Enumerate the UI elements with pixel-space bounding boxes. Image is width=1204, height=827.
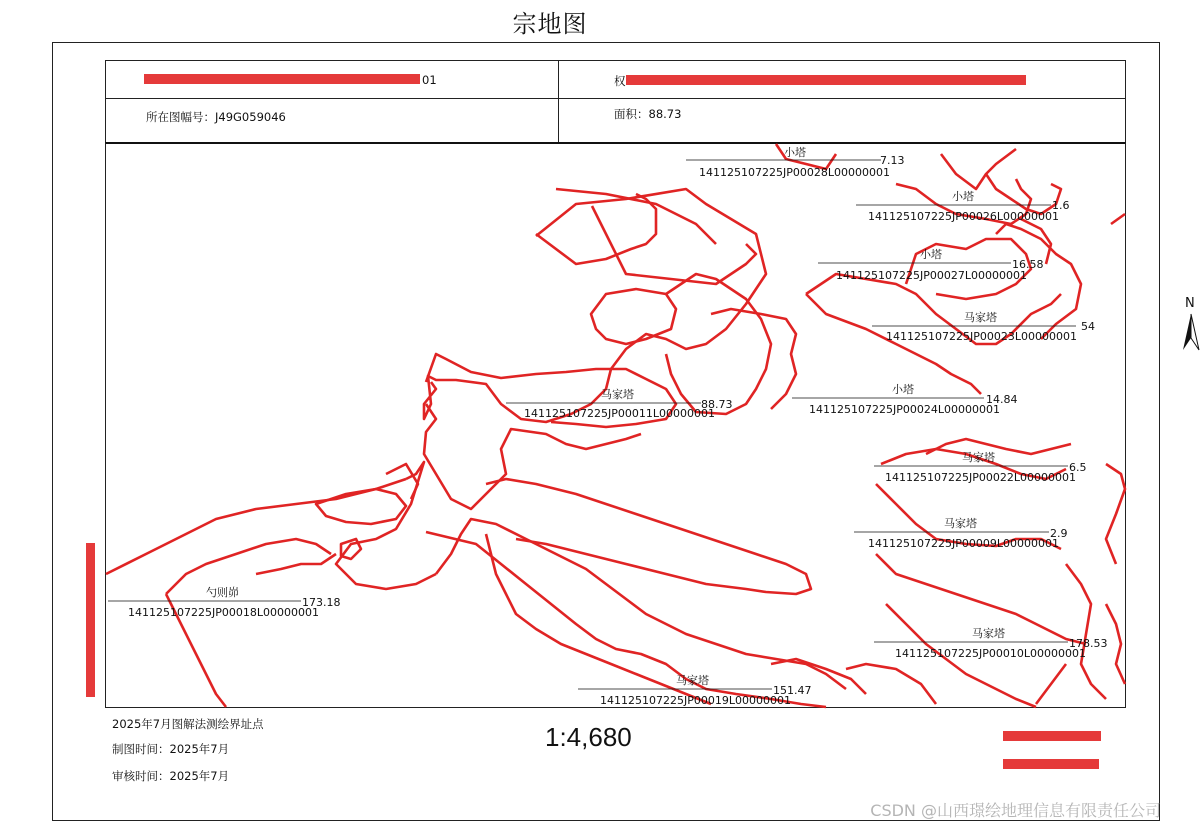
parcel-area: 14.84 [986,393,1018,406]
parcel-boundary [341,539,361,559]
redaction-signature-2 [1003,759,1099,769]
parcel-map[interactable] [105,142,1195,708]
parcel-label[interactable] [818,247,1044,282]
parcel-area: 151.47 [773,684,812,697]
parcel-boundary [536,194,656,264]
parcel-boundary [256,554,336,574]
parcel-label[interactable] [578,673,812,707]
parcel-boundary [941,149,1016,189]
parcel-boundary [846,664,936,704]
redaction-left-margin [86,543,95,697]
parcel-code: 141125107225JP00027L00000001 [836,269,1027,282]
header-divider-horizontal [106,98,1125,99]
parcel-label[interactable] [872,310,1095,343]
info-header [105,60,1126,143]
parcel-boundary [486,479,811,594]
parcel-name: 小塔 [952,190,974,203]
map-scale: 1:4,680 [545,722,632,752]
parcel-name: 马家塔 [962,451,995,464]
redaction-parcel-code [144,74,420,84]
watermark: CSDN @山西璟绘地理信息有限责任公司 [870,801,1161,820]
parcel-label[interactable] [108,585,341,619]
parcel-boundary [806,294,981,394]
parcel-label[interactable] [856,189,1070,223]
parcel-area: 1.6 [1052,199,1070,212]
owner-prefix: 权 [614,74,626,88]
parcel-boundary [592,206,756,284]
map-title: 宗地图 [512,10,588,38]
parcel-name: 小塔 [920,248,942,261]
parcel-boundary [1111,214,1125,224]
parcel-boundary [666,274,771,414]
parcel-area: 6.5 [1069,461,1087,474]
parcel-name: 马家塔 [964,311,997,324]
parcel-name: 马家塔 [944,517,977,530]
parcel-boundary [1036,664,1066,704]
drawing-date: 制图时间：2025年7月 [112,742,230,756]
parcel-boundary [106,479,406,574]
north-label: N [1185,296,1195,311]
north-arrow-icon [1178,294,1204,354]
parcel-area: 178.53 [1069,637,1108,650]
parcel-code: 141125107225JP00011L00000001 [524,407,715,420]
parcel-area: 88.73 [701,398,733,411]
parcel-name: 小塔 [892,383,914,396]
parcel-boundary [1066,564,1106,699]
parcel-code: 141125107225JP00023L00000001 [886,330,1077,343]
parcel-area: 173.18 [302,596,341,609]
review-date: 审核时间：2025年7月 [112,769,230,783]
parcel-name: 马家塔 [601,388,634,401]
parcel-label[interactable] [854,516,1068,550]
parcel-boundary [424,189,766,422]
parcel-name: 马家塔 [676,674,709,687]
parcel-name: 马家塔 [972,627,1005,640]
parcel-boundary [336,462,436,589]
parcel-boundary [986,174,1061,214]
parcel-label[interactable] [874,626,1108,660]
parcel-area: 54 [1081,320,1095,333]
parcel-boundary [316,489,406,524]
parcel-boundary [1106,464,1125,564]
parcel-code-suffix: 01 [422,73,437,87]
redaction-signature-1 [1003,731,1101,741]
area-value: 面积：88.73 [614,107,682,121]
parcel-code: 141125107225JP00009L00000001 [868,537,1059,550]
redaction-owner [626,75,1026,85]
parcel-code: 141125107225JP00024L00000001 [809,403,1000,416]
parcel-boundary [166,539,331,594]
parcel-area: 2.9 [1050,527,1068,540]
parcel-code: 141125107225JP00026L00000001 [868,210,1059,223]
parcel-name: 小塔 [784,146,806,159]
parcel-code: 141125107225JP00018L00000001 [128,606,319,619]
parcel-code: 141125107225JP00010L00000001 [895,647,1086,660]
parcel-name: 勺则峁 [206,586,239,599]
parcel-area: 7.13 [880,154,905,167]
sheet-number: 所在图幅号：J49G059046 [146,110,286,124]
parcel-boundary [436,519,846,689]
parcel-area: 16.58 [1012,258,1044,271]
parcel-boundaries [106,144,1125,707]
parcel-code: 141125107225JP00028L00000001 [699,166,890,179]
parcel-boundary [591,289,676,344]
survey-method: 2025年7月图解法测绘界址点 [112,717,264,731]
parcel-label[interactable] [506,387,733,420]
parcel-boundary [1106,604,1125,684]
parcel-code: 141125107225JP00022L00000001 [885,471,1076,484]
parcel-code: 141125107225JP00019L00000001 [600,694,791,707]
parcel-map-canvas[interactable] [106,144,1125,707]
header-divider-vertical [558,61,559,142]
parcel-label[interactable] [792,382,1018,416]
